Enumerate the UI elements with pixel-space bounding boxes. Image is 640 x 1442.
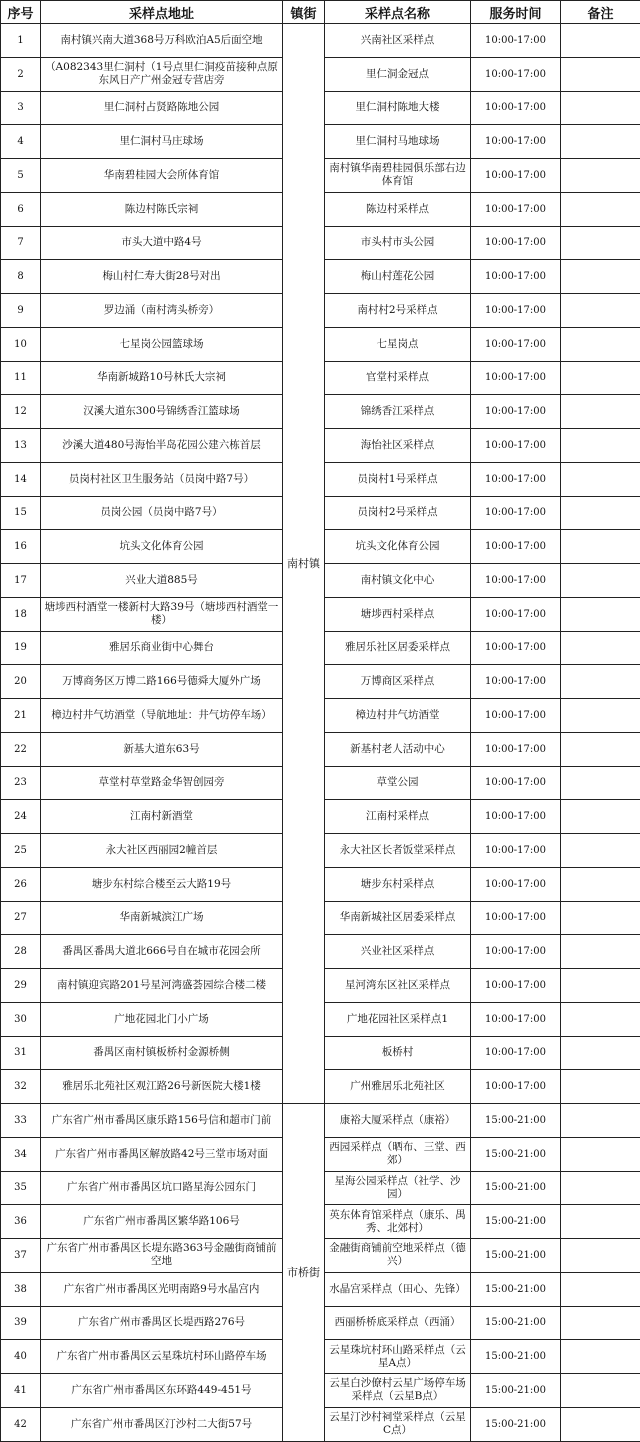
service-time: 10:00-17:00 xyxy=(471,800,561,834)
site-address: 汉溪大道东300号锦绣香江篮球场 xyxy=(41,395,283,429)
service-time: 10:00-17:00 xyxy=(471,597,561,631)
site-address: 番禺区番禺大道北666号自在城市花园会所 xyxy=(41,935,283,969)
service-time: 10:00-17:00 xyxy=(471,699,561,733)
service-time: 15:00-21:00 xyxy=(471,1239,561,1273)
site-note xyxy=(561,732,640,766)
service-time: 10:00-17:00 xyxy=(471,462,561,496)
site-name: 广州雅居乐北苑社区 xyxy=(325,1070,471,1104)
row-number: 27 xyxy=(1,901,41,935)
site-address: 华南新城路10号林氏大宗祠 xyxy=(41,361,283,395)
site-note xyxy=(561,1070,640,1104)
service-time: 10:00-17:00 xyxy=(471,935,561,969)
site-note xyxy=(561,800,640,834)
service-time: 10:00-17:00 xyxy=(471,631,561,665)
site-note xyxy=(561,867,640,901)
site-address: 员岗公园（员岗中路7号） xyxy=(41,496,283,530)
site-name: 西丽桥桥底采样点（西涌） xyxy=(325,1306,471,1340)
service-time: 10:00-17:00 xyxy=(471,226,561,260)
row-number: 28 xyxy=(1,935,41,969)
service-time: 10:00-17:00 xyxy=(471,867,561,901)
site-address: 广东省广州市番禺区长堤西路276号 xyxy=(41,1306,283,1340)
row-number: 17 xyxy=(1,564,41,598)
site-note xyxy=(561,1104,640,1138)
row-number: 34 xyxy=(1,1137,41,1171)
service-time: 10:00-17:00 xyxy=(471,125,561,159)
site-address: 广东省广州市番禺区繁华路106号 xyxy=(41,1205,283,1239)
site-address: 兴业大道885号 xyxy=(41,564,283,598)
row-number: 4 xyxy=(1,125,41,159)
site-address: 罗边涌（南村湾头桥旁） xyxy=(41,294,283,328)
row-number: 25 xyxy=(1,834,41,868)
row-number: 9 xyxy=(1,294,41,328)
site-address: 永大社区西丽园2幢首层 xyxy=(41,834,283,868)
site-name: 梅山村莲花公园 xyxy=(325,260,471,294)
row-number: 26 xyxy=(1,867,41,901)
site-note xyxy=(561,462,640,496)
site-address: 广东省广州市番禺区长堤东路363号金融街商铺前空地 xyxy=(41,1239,283,1273)
site-note xyxy=(561,159,640,193)
site-name: 坑头文化体育公园 xyxy=(325,530,471,564)
site-address: 草堂村草堂路金华智创园旁 xyxy=(41,766,283,800)
site-note xyxy=(561,766,640,800)
row-number: 41 xyxy=(1,1374,41,1408)
service-time: 10:00-17:00 xyxy=(471,260,561,294)
site-name: 广地花园社区采样点1 xyxy=(325,1002,471,1036)
site-note xyxy=(561,1205,640,1239)
row-number: 11 xyxy=(1,361,41,395)
site-note xyxy=(561,429,640,463)
row-number: 2 xyxy=(1,57,41,91)
site-note xyxy=(561,1272,640,1306)
site-name: 江南村采样点 xyxy=(325,800,471,834)
site-note xyxy=(561,597,640,631)
site-note xyxy=(561,935,640,969)
site-address: 万博商务区万博二路166号德舜大厦外广场 xyxy=(41,665,283,699)
site-address: 新基大道东63号 xyxy=(41,732,283,766)
row-number: 7 xyxy=(1,226,41,260)
row-number: 33 xyxy=(1,1104,41,1138)
site-address: 沙溪大道480号海怡半岛花园公建六栋首层 xyxy=(41,429,283,463)
row-number: 42 xyxy=(1,1407,41,1441)
service-time: 15:00-21:00 xyxy=(471,1340,561,1374)
town-nancun: 南村镇 xyxy=(283,24,325,1104)
site-name: 南村村2号采样点 xyxy=(325,294,471,328)
header-town: 镇街 xyxy=(283,1,325,24)
row-number: 3 xyxy=(1,91,41,125)
row-number: 37 xyxy=(1,1239,41,1273)
service-time: 10:00-17:00 xyxy=(471,395,561,429)
site-name: 里仁洞村马地球场 xyxy=(325,125,471,159)
site-note xyxy=(561,530,640,564)
site-note xyxy=(561,57,640,91)
service-time: 10:00-17:00 xyxy=(471,1036,561,1070)
site-note xyxy=(561,564,640,598)
header-site-name: 采样点名称 xyxy=(325,1,471,24)
row-number: 13 xyxy=(1,429,41,463)
site-note xyxy=(561,91,640,125)
site-name: 金融街商铺前空地采样点（德兴） xyxy=(325,1239,471,1273)
site-note xyxy=(561,969,640,1003)
site-address: 广东省广州市番禺区云星珠坑村环山路停车场 xyxy=(41,1340,283,1374)
row-number: 36 xyxy=(1,1205,41,1239)
site-address: 塘埗西村酒堂一楼新村大路39号（塘埗西村酒堂一楼） xyxy=(41,597,283,631)
row-number: 10 xyxy=(1,327,41,361)
site-name: 南村镇文化中心 xyxy=(325,564,471,598)
header-no: 序号 xyxy=(1,1,41,24)
site-name: 海怡社区采样点 xyxy=(325,429,471,463)
site-name: 雅居乐社区居委采样点 xyxy=(325,631,471,665)
site-address: 广东省广州市番禺区康乐路156号信和超市门前 xyxy=(41,1104,283,1138)
row-number: 40 xyxy=(1,1340,41,1374)
service-time: 15:00-21:00 xyxy=(471,1137,561,1171)
row-number: 30 xyxy=(1,1002,41,1036)
service-time: 10:00-17:00 xyxy=(471,327,561,361)
row-number: 18 xyxy=(1,597,41,631)
service-time: 15:00-21:00 xyxy=(471,1272,561,1306)
row-number: 29 xyxy=(1,969,41,1003)
site-name: 华南新城社区居委采样点 xyxy=(325,901,471,935)
site-note xyxy=(561,1036,640,1070)
service-time: 10:00-17:00 xyxy=(471,1070,561,1104)
service-time: 10:00-17:00 xyxy=(471,496,561,530)
site-note xyxy=(561,834,640,868)
header-row xyxy=(1,1,640,24)
site-name: 里仁洞村陈地大楼 xyxy=(325,91,471,125)
site-name: 市头村市头公园 xyxy=(325,226,471,260)
site-note xyxy=(561,1137,640,1171)
service-time: 10:00-17:00 xyxy=(471,159,561,193)
row-number: 6 xyxy=(1,192,41,226)
site-note xyxy=(561,1171,640,1205)
service-time: 10:00-17:00 xyxy=(471,1002,561,1036)
header-note: 备注 xyxy=(561,1,640,24)
site-address: 华南新城滨江广场 xyxy=(41,901,283,935)
service-time: 10:00-17:00 xyxy=(471,294,561,328)
site-note xyxy=(561,1340,640,1374)
service-time: 10:00-17:00 xyxy=(471,91,561,125)
row-number: 23 xyxy=(1,766,41,800)
service-time: 15:00-21:00 xyxy=(471,1171,561,1205)
service-time: 10:00-17:00 xyxy=(471,192,561,226)
site-name: 里仁洞金冠点 xyxy=(325,57,471,91)
header-address: 采样点地址 xyxy=(41,1,283,24)
row-number: 20 xyxy=(1,665,41,699)
site-note xyxy=(561,1239,640,1273)
table-row xyxy=(1,24,640,58)
row-number: 12 xyxy=(1,395,41,429)
service-time: 10:00-17:00 xyxy=(471,732,561,766)
row-number: 32 xyxy=(1,1070,41,1104)
site-address: 雅居乐北苑社区观江路26号新医院大楼1楼 xyxy=(41,1070,283,1104)
service-time: 10:00-17:00 xyxy=(471,766,561,800)
row-number: 38 xyxy=(1,1272,41,1306)
site-note xyxy=(561,665,640,699)
site-address: 梅山村仁寿大街28号对出 xyxy=(41,260,283,294)
site-name: 员岗村2号采样点 xyxy=(325,496,471,530)
site-name: 永大社区长者饭堂采样点 xyxy=(325,834,471,868)
site-name: 云星珠坑村环山路采样点（云星A点） xyxy=(325,1340,471,1374)
site-name: 万博商区采样点 xyxy=(325,665,471,699)
site-note xyxy=(561,192,640,226)
row-number: 15 xyxy=(1,496,41,530)
site-name: 板桥村 xyxy=(325,1036,471,1070)
row-number: 14 xyxy=(1,462,41,496)
site-name: 云星白沙僚村云星广场停车场采样点（云星B点） xyxy=(325,1374,471,1408)
service-time: 10:00-17:00 xyxy=(471,57,561,91)
site-name: 星海公园采样点（社学、沙园） xyxy=(325,1171,471,1205)
row-number: 5 xyxy=(1,159,41,193)
site-note xyxy=(561,901,640,935)
site-note xyxy=(561,24,640,58)
service-time: 10:00-17:00 xyxy=(471,564,561,598)
site-address: 南村镇迎宾路201号星河湾盛荟园综合楼二楼 xyxy=(41,969,283,1003)
row-number: 1 xyxy=(1,24,41,58)
site-name: 新基村老人活动中心 xyxy=(325,732,471,766)
site-name: 西园采样点（晒布、三堂、西郊） xyxy=(325,1137,471,1171)
service-time: 10:00-17:00 xyxy=(471,361,561,395)
service-time: 10:00-17:00 xyxy=(471,901,561,935)
site-note xyxy=(561,1407,640,1441)
service-time: 15:00-21:00 xyxy=(471,1306,561,1340)
site-name: 塘埗西村采样点 xyxy=(325,597,471,631)
row-number: 8 xyxy=(1,260,41,294)
service-time: 10:00-17:00 xyxy=(471,530,561,564)
row-number: 35 xyxy=(1,1171,41,1205)
site-note xyxy=(561,631,640,665)
site-address: 七星岗公园篮球场 xyxy=(41,327,283,361)
site-address: 市头大道中路4号 xyxy=(41,226,283,260)
site-name: 英东体育馆采样点（康乐、禺秀、北郊村） xyxy=(325,1205,471,1239)
row-number: 22 xyxy=(1,732,41,766)
site-name: 兴南社区采样点 xyxy=(325,24,471,58)
site-name: 塘步东村采样点 xyxy=(325,867,471,901)
row-number: 21 xyxy=(1,699,41,733)
service-time: 10:00-17:00 xyxy=(471,24,561,58)
site-note xyxy=(561,226,640,260)
site-note xyxy=(561,1374,640,1408)
site-name: 锦绣香江采样点 xyxy=(325,395,471,429)
site-name: 兴业社区采样点 xyxy=(325,935,471,969)
site-note xyxy=(561,1306,640,1340)
site-name: 星河湾东区社区采样点 xyxy=(325,969,471,1003)
site-name: 水晶宫采样点（田心、先锋） xyxy=(325,1272,471,1306)
site-address: 江南村新酒堂 xyxy=(41,800,283,834)
site-address: （A082343里仁洞村（1号点里仁洞疫苗接种点原东风日产广州金冠专营店旁 xyxy=(41,57,283,91)
site-note xyxy=(561,361,640,395)
site-note xyxy=(561,125,640,159)
site-name: 康裕大厦采样点（康裕） xyxy=(325,1104,471,1138)
site-address: 里仁洞村马庄球场 xyxy=(41,125,283,159)
site-address: 樟边村井气坊酒堂（导航地址：井气坊停车场） xyxy=(41,699,283,733)
site-name: 员岗村1号采样点 xyxy=(325,462,471,496)
row-number: 39 xyxy=(1,1306,41,1340)
site-name: 樟边村井气坊酒堂 xyxy=(325,699,471,733)
site-note xyxy=(561,1002,640,1036)
site-address: 广东省广州市番禺区东环路449-451号 xyxy=(41,1374,283,1408)
site-address: 广东省广州市番禺区汀沙村二大街57号 xyxy=(41,1407,283,1441)
site-address: 华南碧桂园大会所体育馆 xyxy=(41,159,283,193)
service-time: 15:00-21:00 xyxy=(471,1205,561,1239)
site-name: 七星岗点 xyxy=(325,327,471,361)
site-note xyxy=(561,496,640,530)
service-time: 15:00-21:00 xyxy=(471,1374,561,1408)
site-address: 广东省广州市番禺区光明南路9号水晶宫内 xyxy=(41,1272,283,1306)
service-time: 10:00-17:00 xyxy=(471,429,561,463)
service-time: 10:00-17:00 xyxy=(471,969,561,1003)
site-note xyxy=(561,260,640,294)
row-number: 16 xyxy=(1,530,41,564)
site-address: 陈边村陈氏宗祠 xyxy=(41,192,283,226)
site-note xyxy=(561,294,640,328)
service-time: 15:00-21:00 xyxy=(471,1407,561,1441)
site-address: 雅居乐商业街中心舞台 xyxy=(41,631,283,665)
site-address: 坑头文化体育公园 xyxy=(41,530,283,564)
site-note xyxy=(561,327,640,361)
site-address: 员岗村社区卫生服务站（员岗中路7号） xyxy=(41,462,283,496)
site-address: 广东省广州市番禺区坑口路星海公园东门 xyxy=(41,1171,283,1205)
row-number: 24 xyxy=(1,800,41,834)
header-service-time: 服务时间 xyxy=(471,1,561,24)
site-name: 官堂村采样点 xyxy=(325,361,471,395)
town-shiqiao: 市桥街 xyxy=(283,1104,325,1442)
site-address: 广地花园北门小广场 xyxy=(41,1002,283,1036)
table-row xyxy=(1,1104,640,1138)
row-number: 19 xyxy=(1,631,41,665)
service-time: 10:00-17:00 xyxy=(471,665,561,699)
site-address: 里仁洞村占贤路陈地公园 xyxy=(41,91,283,125)
site-address: 广东省广州市番禺区解放路42号三堂市场对面 xyxy=(41,1137,283,1171)
site-address: 番禺区南村镇板桥村金源桥侧 xyxy=(41,1036,283,1070)
site-address: 塘步东村综合楼至云大路19号 xyxy=(41,867,283,901)
site-name: 南村镇华南碧桂园俱乐部右边体育馆 xyxy=(325,159,471,193)
row-number: 31 xyxy=(1,1036,41,1070)
service-time: 15:00-21:00 xyxy=(471,1104,561,1138)
site-note xyxy=(561,699,640,733)
site-address: 南村镇兴南大道368号万科欧泊A5后面空地 xyxy=(41,24,283,58)
site-name: 陈边村采样点 xyxy=(325,192,471,226)
service-time: 10:00-17:00 xyxy=(471,834,561,868)
site-note xyxy=(561,395,640,429)
site-name: 草堂公园 xyxy=(325,766,471,800)
site-name: 云星汀沙村祠堂采样点（云星C点） xyxy=(325,1407,471,1441)
